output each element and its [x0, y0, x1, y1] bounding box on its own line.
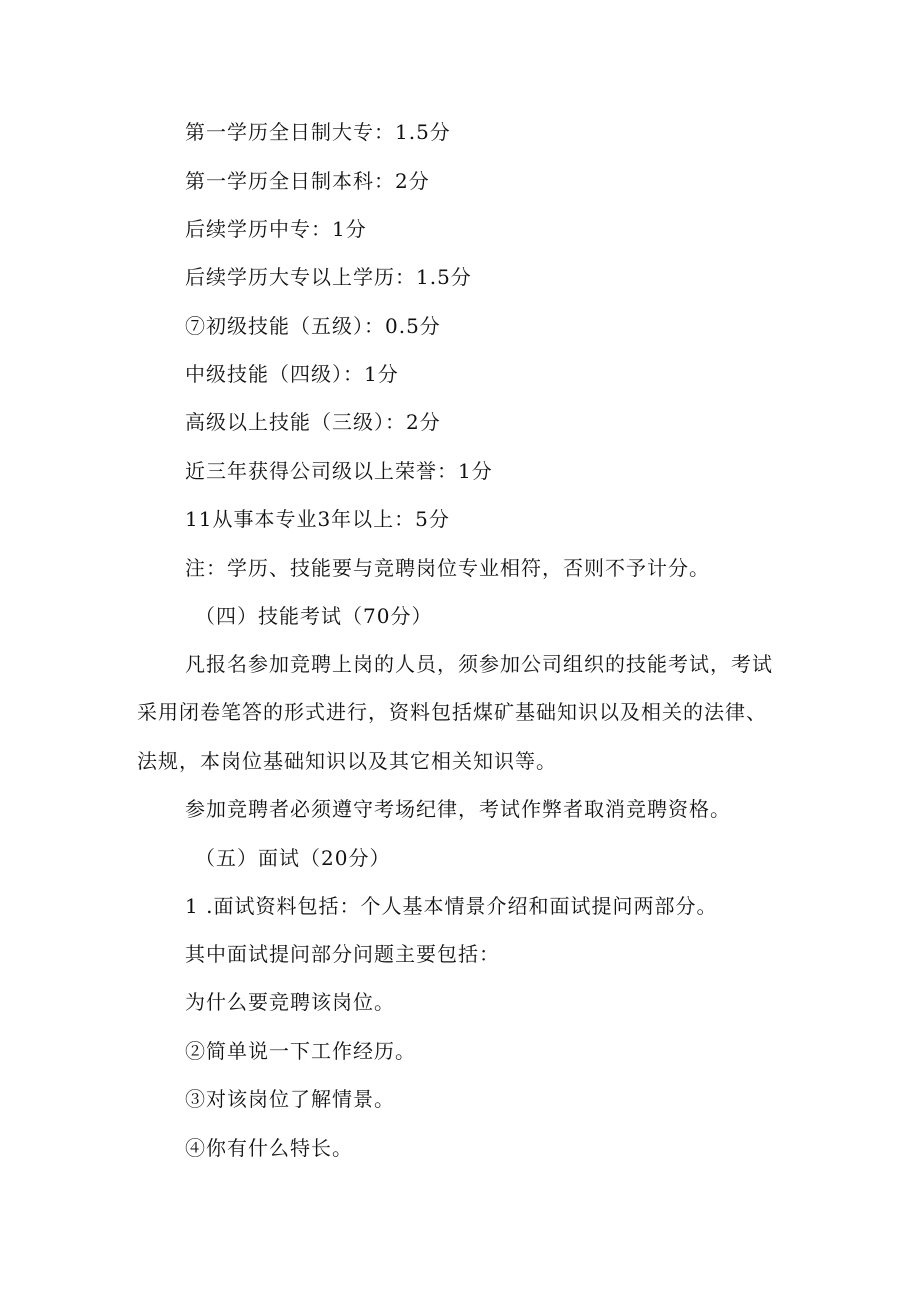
text-line: ②简单说一下工作经历。	[185, 1039, 416, 1063]
text-line: 后续学历大专以上学历：1.5分	[185, 265, 472, 289]
text-line: 法规，本岗位基础知识以及其它相关知识等。	[137, 749, 557, 773]
text-line: 11从事本专业3年以上：5分	[185, 507, 450, 531]
text-line: 凡报名参加竞聘上岗的人员，须参加公司组织的技能考试，考试	[185, 652, 773, 676]
text-line: 中级技能（四级）：1分	[185, 362, 399, 386]
text-line: 第一学历全日制大专：1.5分	[185, 120, 451, 144]
text-line: 注：学历、技能要与竞聘岗位专业相符，否则不予计分。	[185, 556, 710, 580]
section-heading: （五）面试（20分）	[195, 846, 391, 870]
section-heading: （四）技能考试（70分）	[195, 604, 433, 628]
text-line: ⑦初级技能（五级）：0.5分	[185, 314, 441, 338]
text-line: 采用闭卷笔答的形式进行，资料包括煤矿基础知识以及相关的法律、	[137, 700, 767, 724]
text-line: 近三年获得公司级以上荣誉：1分	[185, 459, 493, 483]
text-line: 1 .面试资料包括：个人基本情景介绍和面试提问两部分。	[185, 894, 718, 918]
text-line: 为什么要竞聘该岗位。	[185, 990, 395, 1014]
text-line: 高级以上技能（三级）：2分	[185, 410, 441, 434]
text-line: ③对该岗位了解情景。	[185, 1087, 395, 1111]
text-line: 第一学历全日制本科：2分	[185, 169, 430, 193]
text-line: ④你有什么特长。	[185, 1136, 353, 1160]
text-line: 其中面试提问部分问题主要包括：	[185, 942, 500, 966]
text-line: 参加竞聘者必须遵守考场纪律，考试作弊者取消竞聘资格。	[185, 797, 731, 821]
text-line: 后续学历中专：1分	[185, 217, 367, 241]
